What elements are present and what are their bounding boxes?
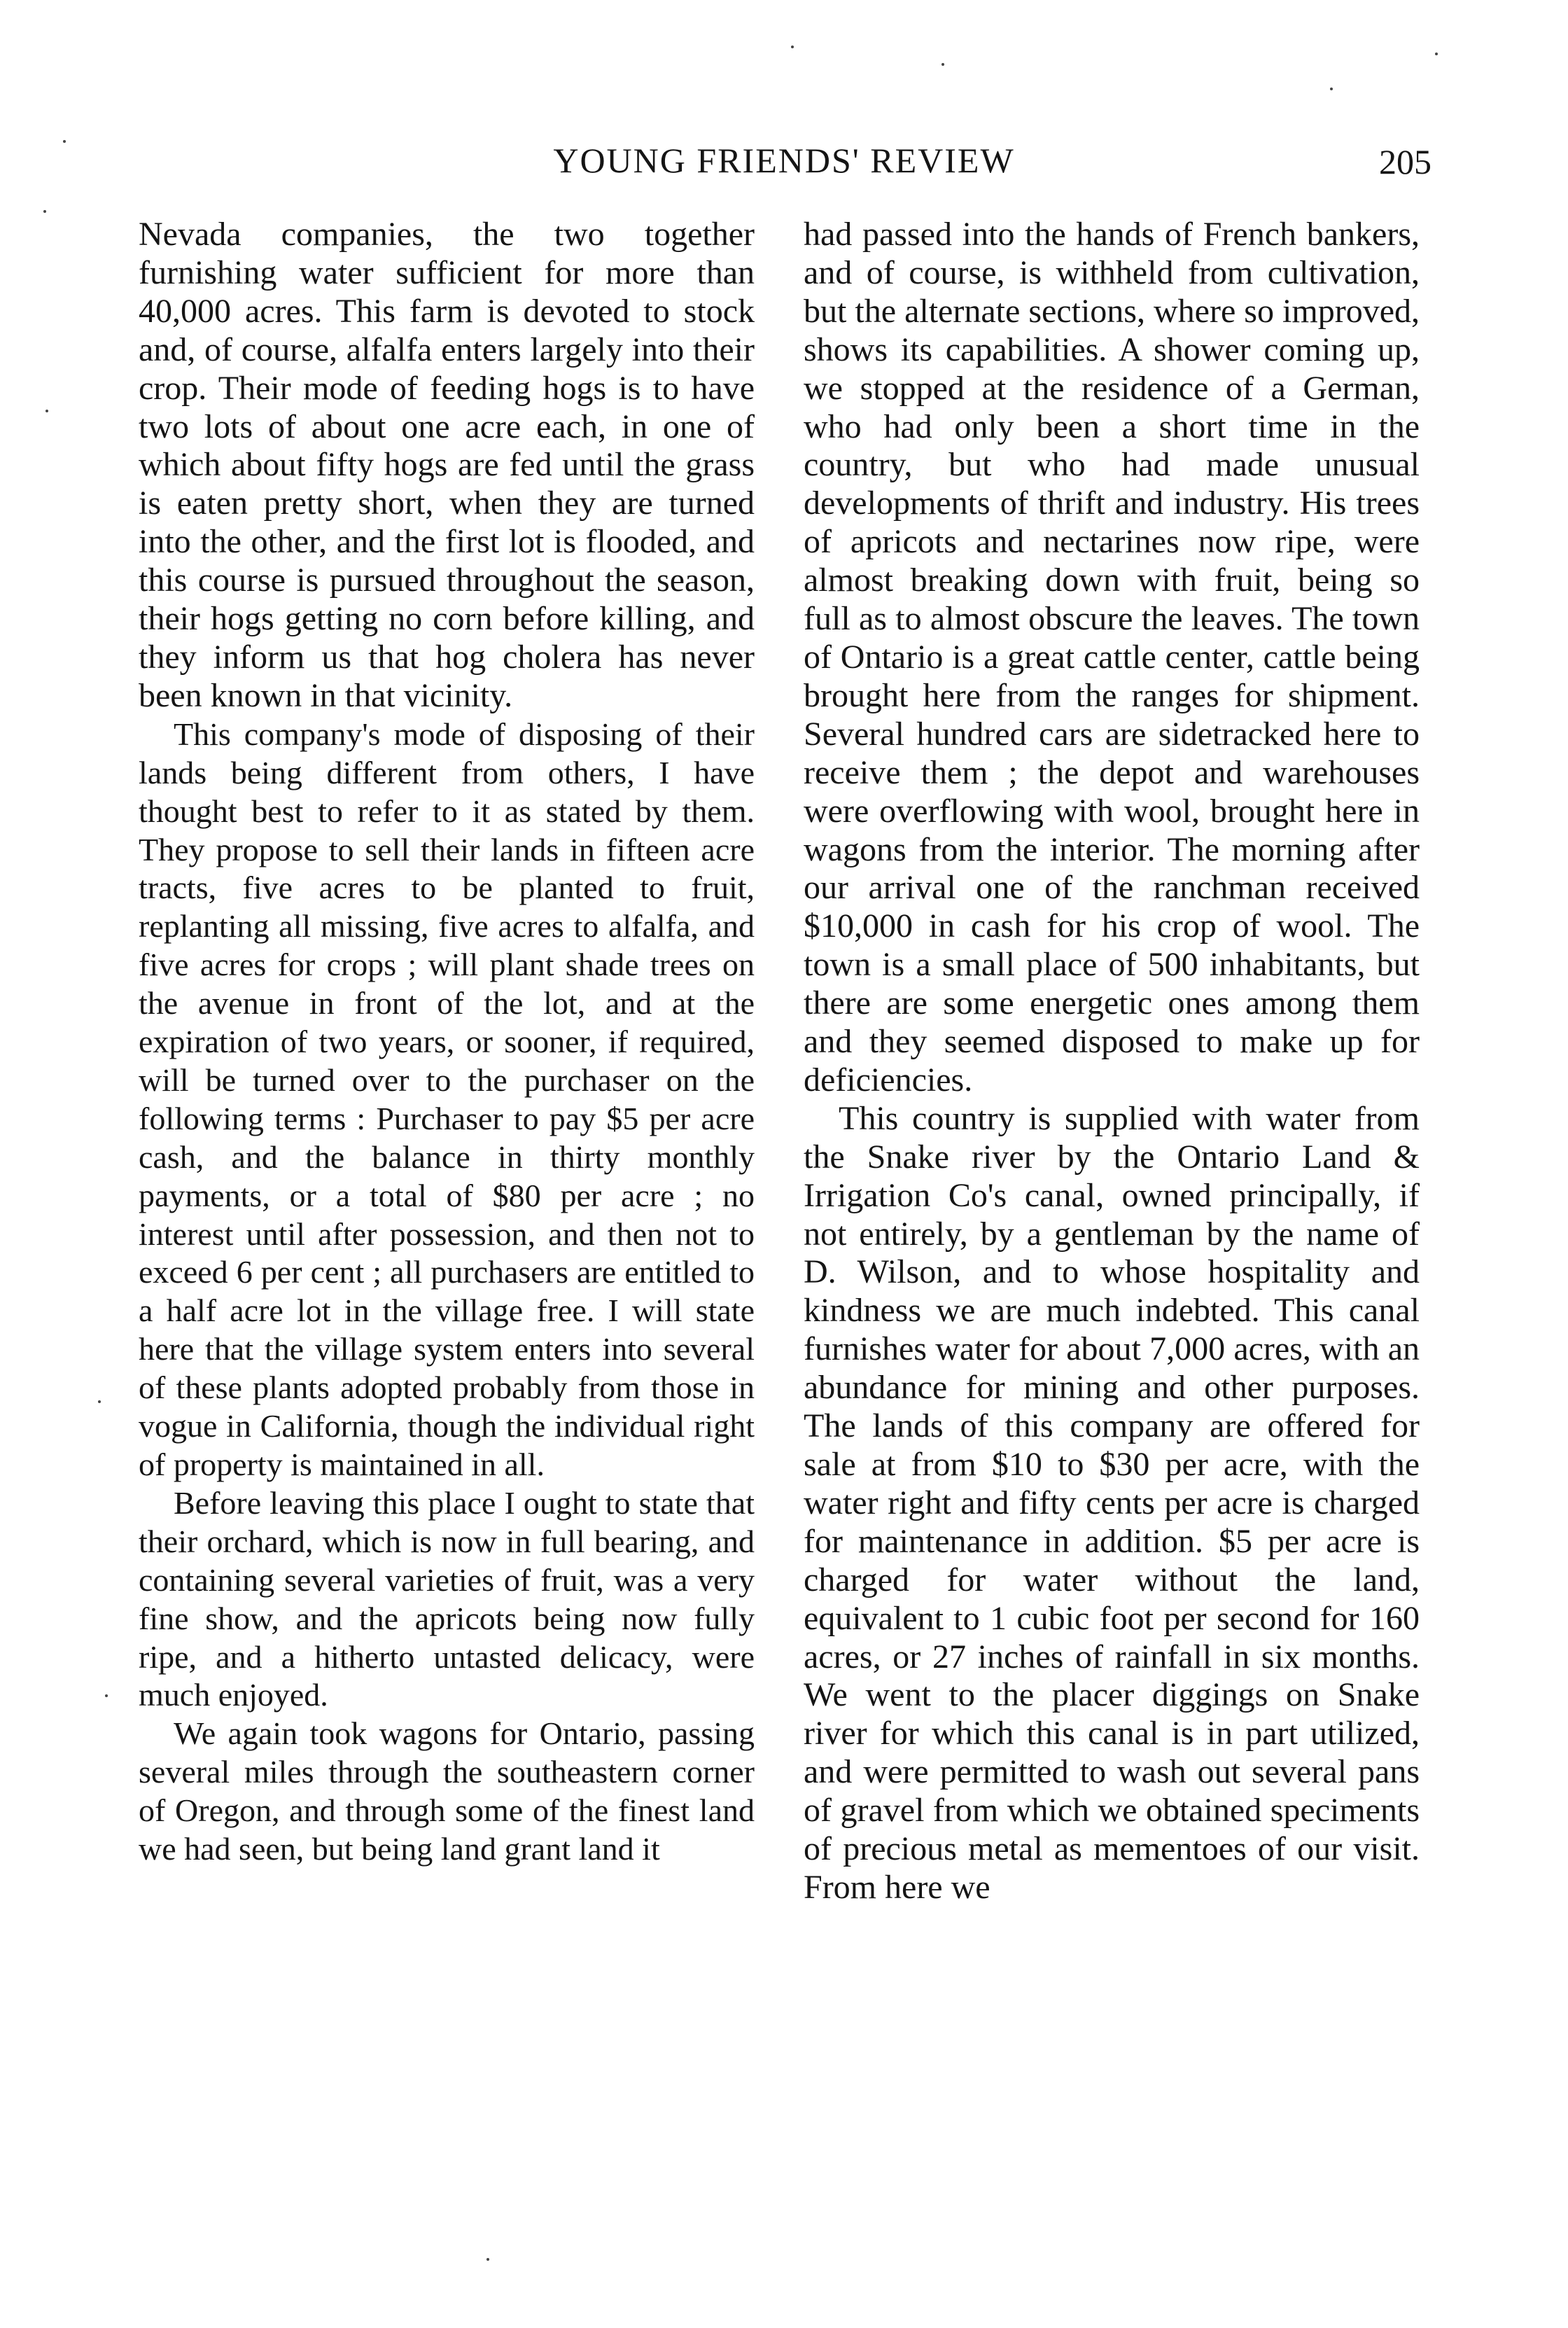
scan-speck	[63, 140, 66, 143]
scan-speck	[1330, 88, 1333, 90]
paragraph: This company's mode of disposing of their lands being different from others, I have thought best to refer to it as stated by them. They propose to sell their lands in fifteen acre tracts, five acres to be planted to fruit, replanting all missing, five acres to alfalfa, and five acres for crops ; will plant shade trees on the avenue in front of the lot, and at the expiration of two years, or sooner, if required, will be turned over to the purchaser on the following terms : Purchaser to pay $5 per acre cash, and the balance in thirty monthly payments, or a total of $80 per acre ; no interest until after possession, and then not to exceed 6 per cent ; all purchasers are entitled to a half acre lot in the village free. I will state here that the village system enters into several of these plants adopted probably from those in vogue in California, though the individual right of property is maintained in all.	[139, 716, 755, 1482]
scan-speck	[791, 46, 794, 48]
scan-speck	[43, 210, 46, 213]
paragraph: This country is supplied with water from the Snake river by the Ontario Land & Irrigation Co's canal, owned principally, if not entirely, by a gentleman by the name of D. Wilson, and to whose hospitality and kindness we are much indebted. This canal furnishes water for about 7,000 acres, with an abundance for mining and other purposes. The lands of this company are offered for sale at from $10 to $30 per acre, with the water right and fifty cents per acre is charged for maintenance in addition. $5 per acre is charged for water without the land, equivalent to 1 cubic foot per second for 160 acres, or 27 inches of rainfall in six months. We went to the placer diggings on Snake river for which this canal is in part utilized, and were permitted to wash out several pans of gravel from which we obtained speciments of precious metal as mementoes of our visit. From here we	[804, 1099, 1420, 1906]
right-column	[804, 216, 1420, 1907]
paragraph: Nevada companies, the two together furnishing water sufficient for more than 40,000 acres. This farm is devoted to stock and, of course, alfalfa enters largely into their crop. Their mode of feeding hogs is to have two lots of about one acre each, in one of which about fifty hogs are fed until the grass is eaten pretty short, when they are turned into the other, and the first lot is flooded, and this course is pursued throughout the season, their hogs getting no corn before killing, and they inform us that hog cholera has never been known in that vicinity.	[139, 216, 755, 714]
scan-speck	[1435, 53, 1438, 55]
page-header	[136, 140, 1432, 189]
scan-speck	[941, 63, 944, 66]
scan-speck	[105, 1694, 108, 1697]
page-number: 205	[1379, 142, 1432, 181]
scan-speck	[98, 1400, 101, 1403]
paragraph: We again took wagons for Ontario, passing several miles through the southeastern corner of Oregon, and through some of the finest land we had seen, but being land grant land it	[139, 1715, 755, 1867]
running-head-title: YOUNG FRIENDS' REVIEW	[553, 141, 1015, 180]
paragraph: had passed into the hands of French bankers, and of course, is withheld from cultivation, but the alternate sections, where so improved, shows its capabilities. A shower coming up, we stopped at the residence of a German, who had only been a short time in the country, but who had made unusual developments of thrift and industry. His trees of apricots and nectarines now ripe, were almost breaking down with fruit, being so full as to almost obscure the leaves. The town of Ontario is a great cattle center, cattle being brought here from the ranges for shipment. Several hundred cars are sidetracked here to receive them ; the depot and warehouses were overflowing with wool, brought here in wagons from the interior. The morning after our arrival one of the ranchman received $10,000 in cash for his crop of wool. The town is a small place of 500 inhabitants, but there are some energetic ones among them and they seemed disposed to make up for deficiencies.	[804, 216, 1420, 1099]
scan-speck	[46, 410, 48, 412]
scan-speck	[486, 2258, 489, 2261]
left-column	[139, 216, 755, 1869]
paragraph: Before leaving this place I ought to state that their orchard, which is now in full bearing, and containing several varieties of fruit, was a very fine show, and the apricots being now fully ripe, and a hitherto untasted delicacy, were much enjoyed.	[139, 1484, 755, 1713]
